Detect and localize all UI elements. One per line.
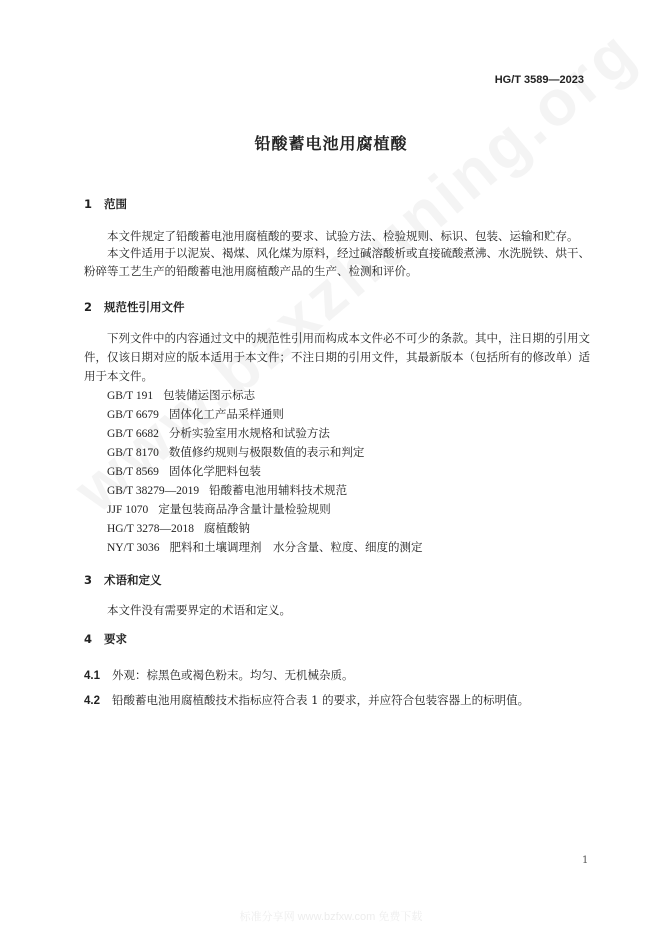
reference-name: 包装储运图示标志 bbox=[163, 388, 256, 402]
clause-number: 4.2 bbox=[84, 695, 100, 707]
section-number: 4 bbox=[84, 632, 93, 646]
reference-name: 数值修约规则与极限数值的表示和判定 bbox=[168, 445, 365, 459]
reference-name: 定量包装商品净含量计量检验规则 bbox=[158, 502, 331, 516]
section-number: 1 bbox=[84, 197, 93, 211]
section-title: 要求 bbox=[104, 632, 127, 646]
reference-item bbox=[107, 425, 330, 441]
section-3-heading bbox=[84, 572, 162, 588]
section-number: 3 bbox=[84, 573, 93, 587]
reference-item bbox=[107, 387, 255, 403]
terms-paragraph: 本文件没有需要界定的术语和定义。 bbox=[107, 603, 291, 617]
section-4-heading bbox=[84, 631, 127, 647]
reference-name: 腐植酸钠 bbox=[204, 521, 250, 535]
section-title: 术语和定义 bbox=[104, 573, 162, 587]
section-title: 规范性引用文件 bbox=[104, 300, 185, 314]
section-number: 2 bbox=[84, 300, 93, 314]
reference-item bbox=[107, 444, 364, 460]
clause-text: 外观：棕黑色或褐色粉末。均匀、无机械杂质。 bbox=[112, 668, 354, 682]
reference-name: 铅酸蓄电池用辅料技术规范 bbox=[209, 483, 348, 497]
reference-item bbox=[107, 501, 331, 517]
reference-item bbox=[107, 406, 284, 422]
footer-watermark: 标准分享网 www.bzfxw.com 免费下载 bbox=[239, 911, 423, 923]
references-intro: 下列文件中的内容通过文中的规范性引用而构成本文件必不可少的条款。其中，注日期的引用文件，仅该日期对应的版本适用于本文件；不注日期的引用文件，其最新版本（包括所有的修改单）适用于本文件。 bbox=[84, 331, 590, 383]
reference-code: HG/T 3278—2018 bbox=[107, 523, 194, 535]
clause-4-2 bbox=[84, 692, 529, 708]
clause-text: 铅酸蓄电池用腐植酸技术指标应符合表 1 的要求，并应符合包装容器上的标明值。 bbox=[112, 693, 530, 707]
standard-code: HG/T 3589—2023 bbox=[494, 74, 584, 86]
reference-code: GB/T 191 bbox=[107, 390, 154, 402]
reference-code: GB/T 6682 bbox=[107, 428, 159, 440]
clause-number: 4.1 bbox=[84, 670, 100, 682]
reference-name: 肥料和土壤调理剂 水分含量、粒度、细度的测定 bbox=[169, 540, 423, 554]
document-title: 铅酸蓄电池用腐植酸 bbox=[254, 134, 408, 153]
reference-item bbox=[107, 520, 250, 536]
page-number: 1 bbox=[582, 855, 589, 866]
reference-code: GB/T 8569 bbox=[107, 466, 159, 478]
clause-4-1 bbox=[84, 667, 354, 683]
section-1-heading bbox=[84, 196, 127, 212]
reference-code: NY/T 3036 bbox=[107, 542, 160, 554]
reference-name: 固体化学肥料包装 bbox=[168, 464, 261, 478]
reference-code: JJF 1070 bbox=[107, 504, 149, 516]
reference-code: GB/T 38279—2019 bbox=[107, 485, 200, 497]
section-2-heading bbox=[84, 299, 185, 315]
reference-item bbox=[107, 463, 261, 479]
scope-paragraph-2: 本文件适用于以泥炭、褐煤、风化煤为原料，经过碱溶酸析或直接硫酸煮沸、水洗脱铁、烘干、粉碎等工艺生产的铅酸蓄电池用腐植酸产品的生产、检测和评价。 bbox=[84, 246, 590, 278]
reference-item bbox=[107, 539, 423, 555]
scope-paragraph-1: 本文件规定了铅酸蓄电池用腐植酸的要求、试验方法、检验规则、标识、包装、运输和贮存。 bbox=[107, 229, 579, 243]
reference-code: GB/T 8170 bbox=[107, 447, 159, 459]
reference-code: GB/T 6679 bbox=[107, 409, 159, 421]
reference-item bbox=[107, 482, 347, 498]
reference-name: 固体化工产品采样通则 bbox=[168, 407, 284, 421]
reference-name: 分析实验室用水规格和试验方法 bbox=[168, 426, 330, 440]
section-title: 范围 bbox=[104, 197, 127, 211]
